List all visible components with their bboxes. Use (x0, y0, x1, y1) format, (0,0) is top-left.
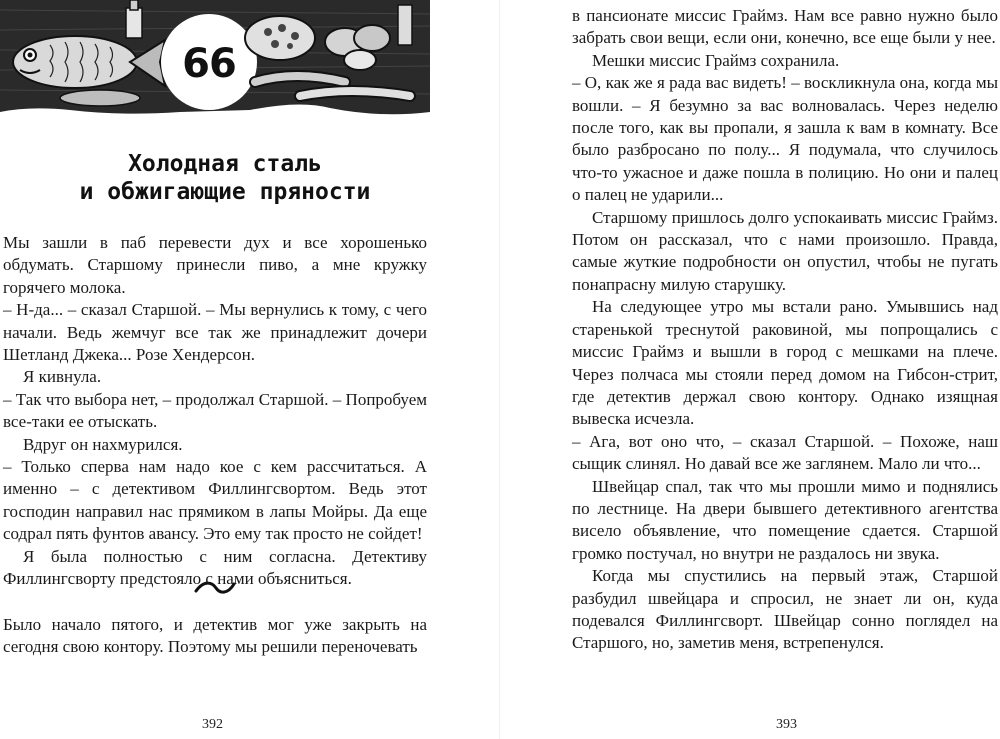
left-body-text-top (3, 232, 427, 591)
paragraph: в пансионате миссис Граймз. Нам все равно нужно было забрать свои вещи, если они, конечно, все еще были у нее. (572, 6, 998, 48)
bowl-icon (245, 16, 315, 60)
paragraph: На следующее утро мы встали рано. Умывшись над старенькой треснутой раковиной, мы попрощались с миссис Граймз и вышли в город с мешками на плече. Через полчаса мы стояли перед домом на Гибсон-стрит, где детектив держал свою контору. Однако изящная вывеска исчезла. (572, 297, 998, 429)
left-body-text-bottom (3, 614, 427, 659)
chapter-number: 66 (182, 41, 236, 87)
paragraph: – О, как же я рада вас видеть! – воскликнула она, когда мы вошли. – Я безумно за вас волновалась. Через неделю после того, как вы пропали, я зашла к вам в комнату. Все было разбросано по полу... Я подумала, что случилось что-то ужасное и даже пошла в полицию. Но они и палец о палец не ударили... (572, 73, 998, 205)
chapter-title (0, 150, 450, 206)
paragraph: – Так что выбора нет, – продолжал Старшой. – Попробуем все-таки ее отыскать. (3, 389, 427, 432)
paragraph: Было начало пятого, и детектив мог уже закрыть на сегодня свою контору. Поэтому мы решили переночевать (3, 615, 427, 657)
book-gutter (499, 0, 500, 739)
paragraph: Когда мы спустились на первый этаж, Старшой разбудил швейцара и спросил, не знает ли он, куда подевался Филлингсворт. Швейцар сонно поглядел на Старшого, но, заметив меня, встрепенулся. (572, 566, 998, 653)
paragraph: – Н-да... – сказал Старшой. – Мы вернулись к тому, с чего начали. Ведь жемчуг все так же принадлежит дочери Шетланд Джека... Розе Хендерсон. (3, 300, 427, 365)
page-number-left: 392 (202, 717, 223, 732)
paragraph: Мы зашли в паб перевести дух и все хорошенько обдумать. Старшому принесли пиво, а мне кружку горячего молока. (3, 233, 427, 297)
paragraph: Я была полностью с ним согласна. Детективу Филлингсворту предстояло с нами объясниться. (3, 546, 427, 589)
right-page (560, 0, 1000, 739)
paragraph: Швейцар спал, так что мы прошли мимо и поднялись по лестнице. На двери бывшего детективного агентства висело объявление, что помещение сдается. Старшой громко постучал, но внутри не раздалось ни звука. (572, 476, 998, 563)
paragraph: Мешки миссис Граймз сохранила. (592, 50, 840, 70)
left-page (0, 0, 450, 739)
paragraph: Я кивнула. (23, 367, 102, 387)
paragraph: – Только сперва нам надо кое с кем рассчитаться. А именно – с детективом Филлингсвортом. Ведь этот господин направил нас прямиком в лапы Мойры. Да еще содрал пять фунтов авансу. Это ему так просто не сойдет! (3, 457, 427, 544)
right-body-text (572, 5, 998, 655)
chapter-title-line1: Холодная сталь (128, 151, 322, 177)
tilde-ornament-icon (190, 578, 240, 598)
chapter-title-line2: и обжигающие пряности (79, 179, 371, 205)
page-number-right: 393 (776, 717, 797, 732)
paragraph: Старшому пришлось долго успокаивать миссис Граймз. Потом он рассказал, что с нами произошло. Правда, самые жуткие подробности он опустил, чтобы не пугать понапрасну милую старушку. (572, 207, 998, 294)
chapter-header-illustration (0, 0, 430, 118)
paragraph: – Ага, вот оно что, – сказал Старшой. – Похоже, наш сыщик слинял. Но давай все же заглянем. Мало ли что... (572, 431, 998, 474)
paragraph: Вдруг он нахмурился. (23, 434, 183, 454)
